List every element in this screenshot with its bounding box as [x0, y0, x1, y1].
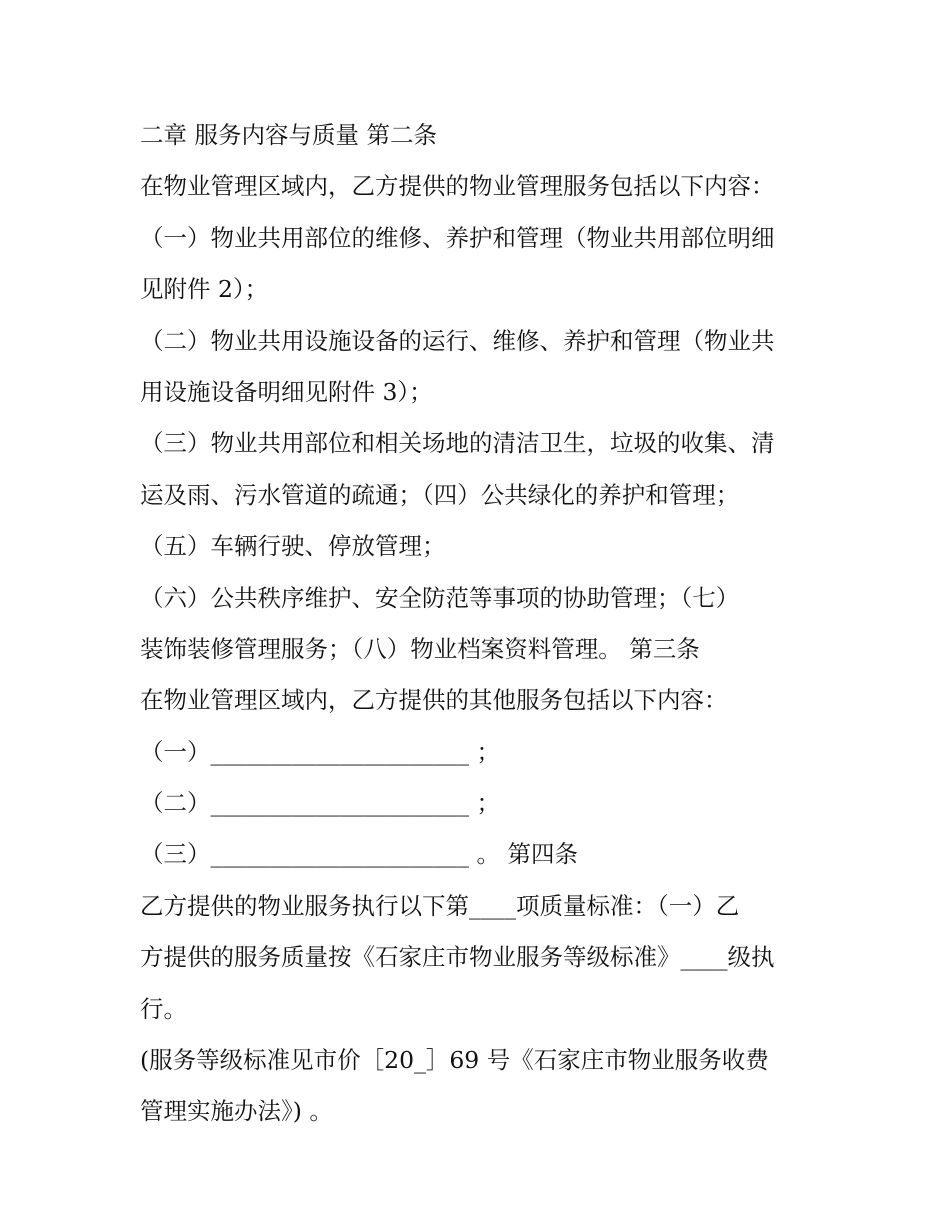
paragraph-line: 方提供的服务质量按《石家庄市物业服务等级标准》____级执 [140, 943, 775, 972]
paragraph-line: 行。 [140, 994, 187, 1023]
paragraph-line: 用设施设备明细见附件 3）； [140, 377, 433, 406]
paragraph-line: （五）车辆行驶、停放管理； [140, 532, 446, 561]
paragraph-line: 管理实施办法》) 。 [140, 1097, 333, 1126]
paragraph-line: 乙方提供的物业服务执行以下第____项质量标准：（一）乙 [140, 891, 740, 920]
chapter-heading-line: 二章 服务内容与质量 第二条 [140, 121, 437, 149]
blank-item-line: （二）______________________ ； [140, 789, 500, 818]
paragraph-line: 见附件 2）； [140, 275, 269, 304]
paragraph-line: 运及雨、污水管道的疏通；（四）公共绿化的养护和管理； [140, 480, 740, 509]
paragraph-line: (服务等级标准见市价［20_］69 号《石家庄市物业服务收费 [140, 1046, 769, 1075]
paragraph-line: 在物业管理区域内，乙方提供的其他服务包括以下内容： [140, 686, 728, 715]
paragraph-line: （三）物业共用部位和相关场地的清洁卫生，垃圾的收集、清 [140, 429, 775, 458]
document-body [140, 110, 830, 1138]
paragraph-line: 在物业管理区域内，乙方提供的物业管理服务包括以下内容： [140, 172, 775, 201]
blank-item-line: （三）______________________ 。 第四条 [140, 840, 578, 869]
paragraph-line: 装饰装修管理服务；（八）物业档案资料管理。 第三条 [140, 634, 700, 663]
paragraph-line: （二）物业共用设施设备的运行、维修、养护和管理（物业共 [140, 326, 775, 355]
paragraph-line: （一）物业共用部位的维修、养护和管理（物业共用部位明细 [140, 223, 775, 252]
paragraph-line: （六）公共秩序维护、安全防范等事项的协助管理；（七） [140, 583, 740, 612]
blank-item-line: （一）______________________ ； [140, 737, 500, 766]
